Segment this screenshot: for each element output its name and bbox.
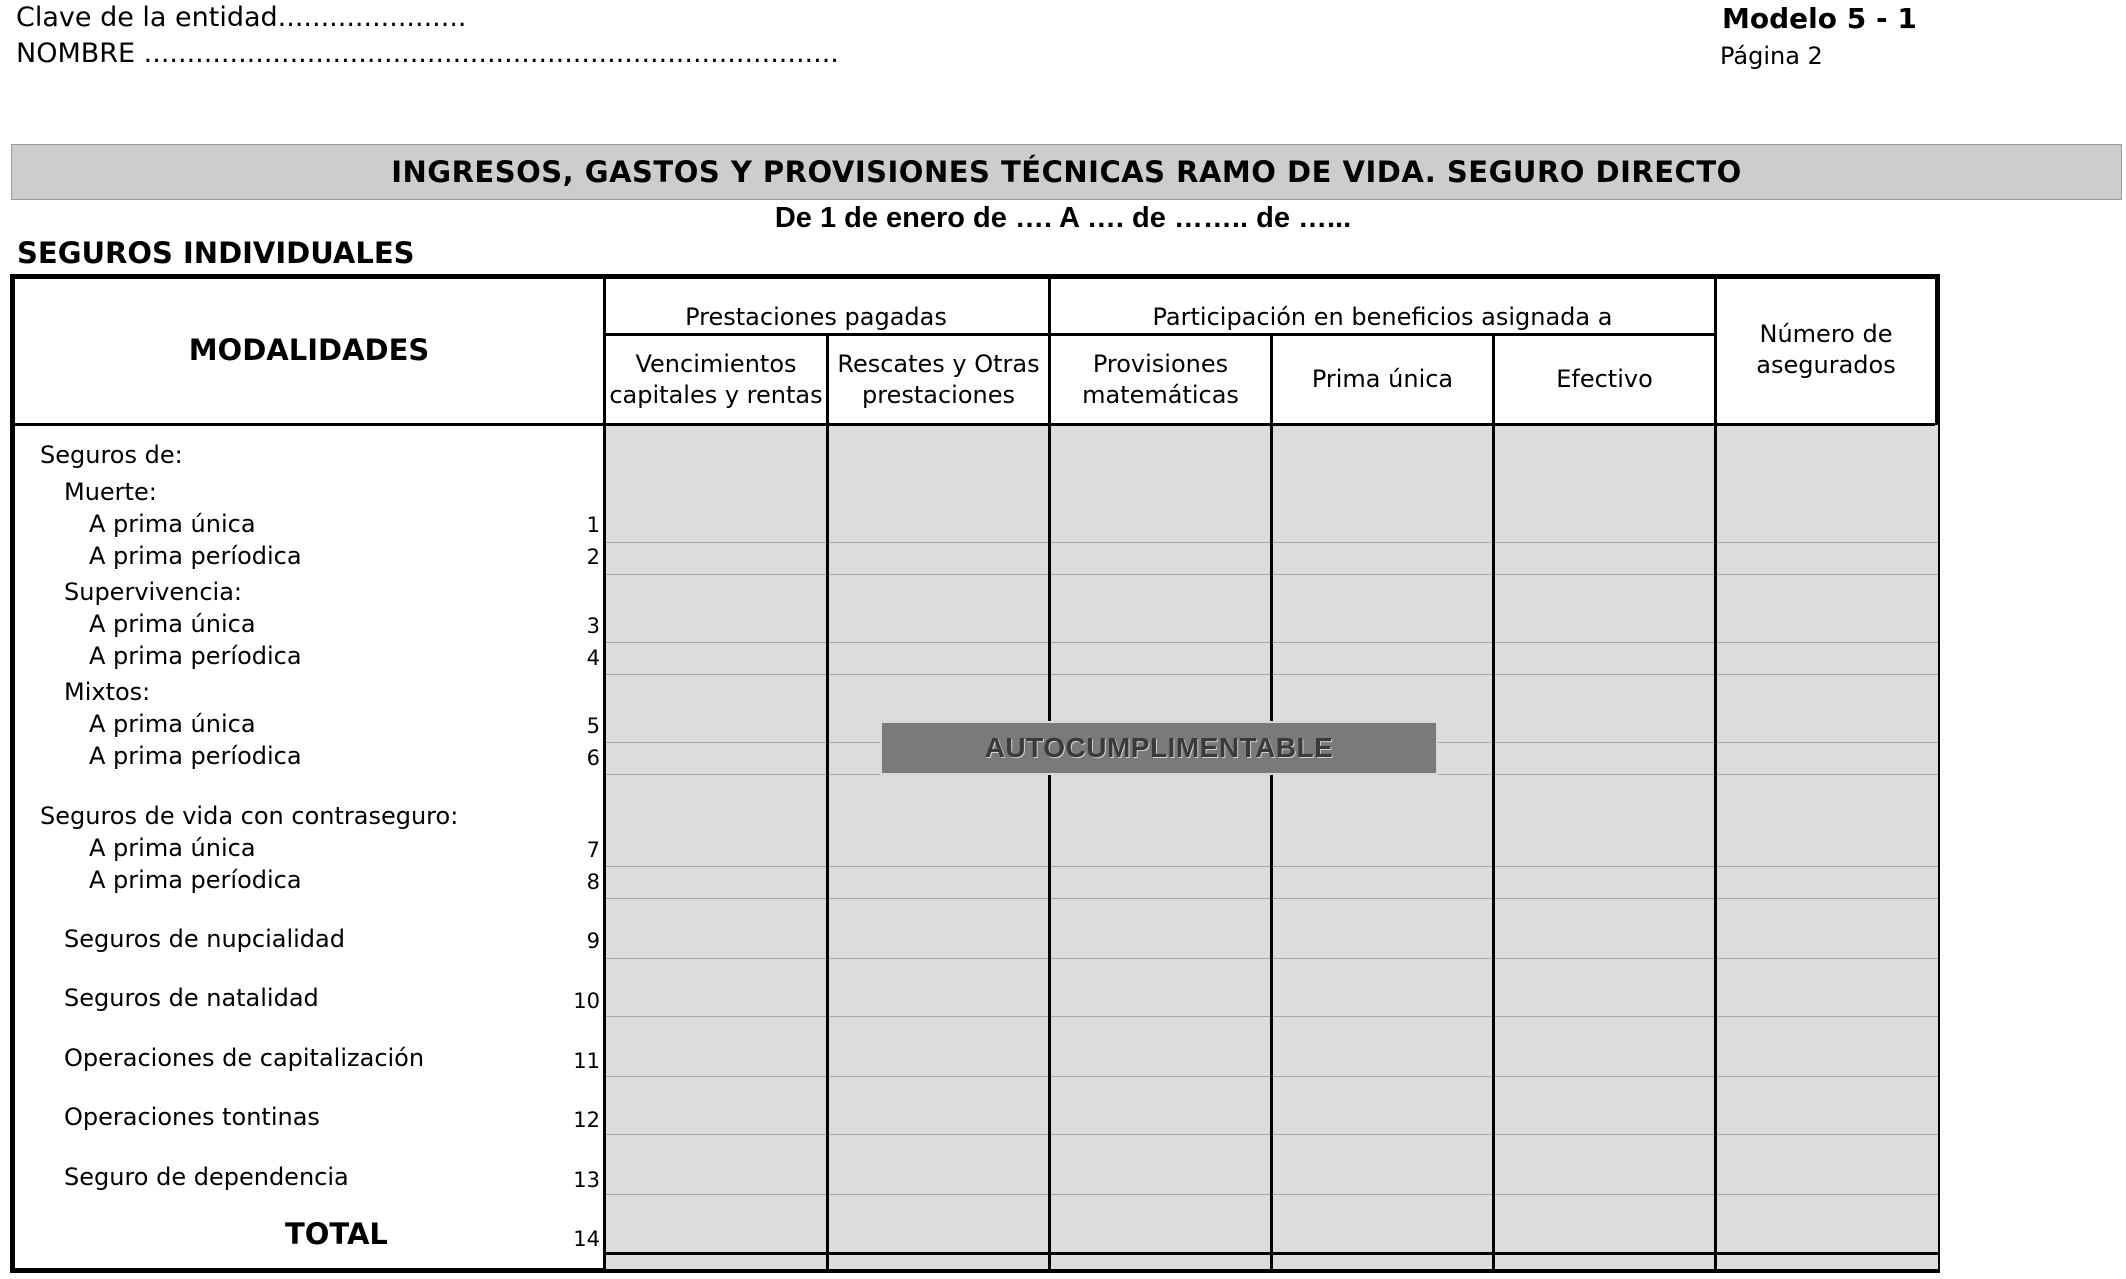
col-divider-3 bbox=[1270, 334, 1273, 1269]
row-number-1: 1 bbox=[586, 513, 600, 537]
model-number: Modelo 5 - 1 bbox=[1722, 2, 1917, 35]
row-label-3: A prima única bbox=[89, 610, 256, 638]
row-number-11: 11 bbox=[573, 1049, 600, 1073]
entity-key-field: Clave de la entidad...................... bbox=[16, 2, 467, 33]
row-label-4: A prima períodica bbox=[89, 642, 302, 670]
col-header-vencimientos: Vencimientos capitales y rentas bbox=[609, 349, 823, 409]
col-header-modalidades: MODALIDADES bbox=[188, 332, 430, 367]
row-label-11: Operaciones de capitalización bbox=[64, 1044, 425, 1072]
page-number: Página 2 bbox=[1720, 42, 1823, 70]
row-number-7: 7 bbox=[586, 838, 600, 862]
col-header-rescates: Rescates y Otras prestaciones bbox=[837, 349, 1040, 409]
col-header-prima-unica: Prima única bbox=[1311, 365, 1454, 393]
row-label-6: A prima períodica bbox=[89, 742, 302, 770]
row-number-14: 14 bbox=[573, 1227, 600, 1251]
total-row-double-line bbox=[606, 1252, 1938, 1255]
row-label-12: Operaciones tontinas bbox=[64, 1103, 320, 1131]
row-number-8: 8 bbox=[586, 870, 600, 894]
row-number-3: 3 bbox=[586, 614, 600, 638]
col-header-efectivo: Efectivo bbox=[1556, 365, 1653, 393]
row-label-1: A prima única bbox=[89, 510, 256, 538]
row-label-2: A prima períodica bbox=[89, 542, 302, 570]
col-header-provisiones: Provisiones matemáticas bbox=[1082, 349, 1239, 409]
row-number-2: 2 bbox=[586, 545, 600, 569]
row-number-13: 13 bbox=[573, 1168, 600, 1192]
entity-name-field: NOMBRE ................................................................................. bbox=[16, 38, 839, 69]
autocumplimentable-banner: AUTOCUMPLIMENTABLE bbox=[880, 721, 1438, 775]
group-label-muerte: Muerte: bbox=[64, 478, 157, 506]
row-label-5: A prima única bbox=[89, 710, 256, 738]
row-label-7: A prima única bbox=[89, 834, 256, 862]
row-number-6: 6 bbox=[586, 746, 600, 770]
header-bottom-line bbox=[15, 423, 1935, 426]
row-label-9: Seguros de nupcialidad bbox=[64, 925, 345, 953]
row-number-12: 12 bbox=[573, 1108, 600, 1132]
row-label-8: A prima períodica bbox=[89, 866, 302, 894]
col-divider-1 bbox=[826, 334, 829, 1269]
col-divider-4 bbox=[1492, 334, 1495, 1269]
group-label-supervivencia: Supervivencia: bbox=[64, 578, 243, 606]
page-title: INGRESOS, GASTOS Y PROVISIONES TÉCNICAS RAMO DE VIDA. SEGURO DIRECTO bbox=[11, 144, 2122, 200]
row-label-total: TOTAL bbox=[285, 1217, 388, 1251]
group-label-mixtos: Mixtos: bbox=[64, 678, 151, 706]
row-number-5: 5 bbox=[586, 714, 600, 738]
row-label-10: Seguros de natalidad bbox=[64, 984, 319, 1012]
group-label-seguros-de: Seguros de: bbox=[40, 441, 183, 469]
row-number-10: 10 bbox=[573, 989, 600, 1013]
row-number-4: 4 bbox=[586, 646, 600, 670]
group-header-benefit: Participación en beneficios asignada a bbox=[1152, 302, 1613, 331]
section-title: SEGUROS INDIVIDUALES bbox=[17, 236, 415, 270]
col-header-numero: Número de asegurados bbox=[1756, 320, 1896, 379]
row-number-9: 9 bbox=[586, 929, 600, 953]
group-header-paid: Prestaciones pagadas bbox=[685, 302, 947, 331]
date-range-line: De 1 de enero de …. A …. de …….. de …... bbox=[774, 202, 1352, 234]
group-label-contraseguro: Seguros de vida con contraseguro: bbox=[40, 802, 459, 830]
row-label-13: Seguro de dependencia bbox=[64, 1163, 349, 1191]
